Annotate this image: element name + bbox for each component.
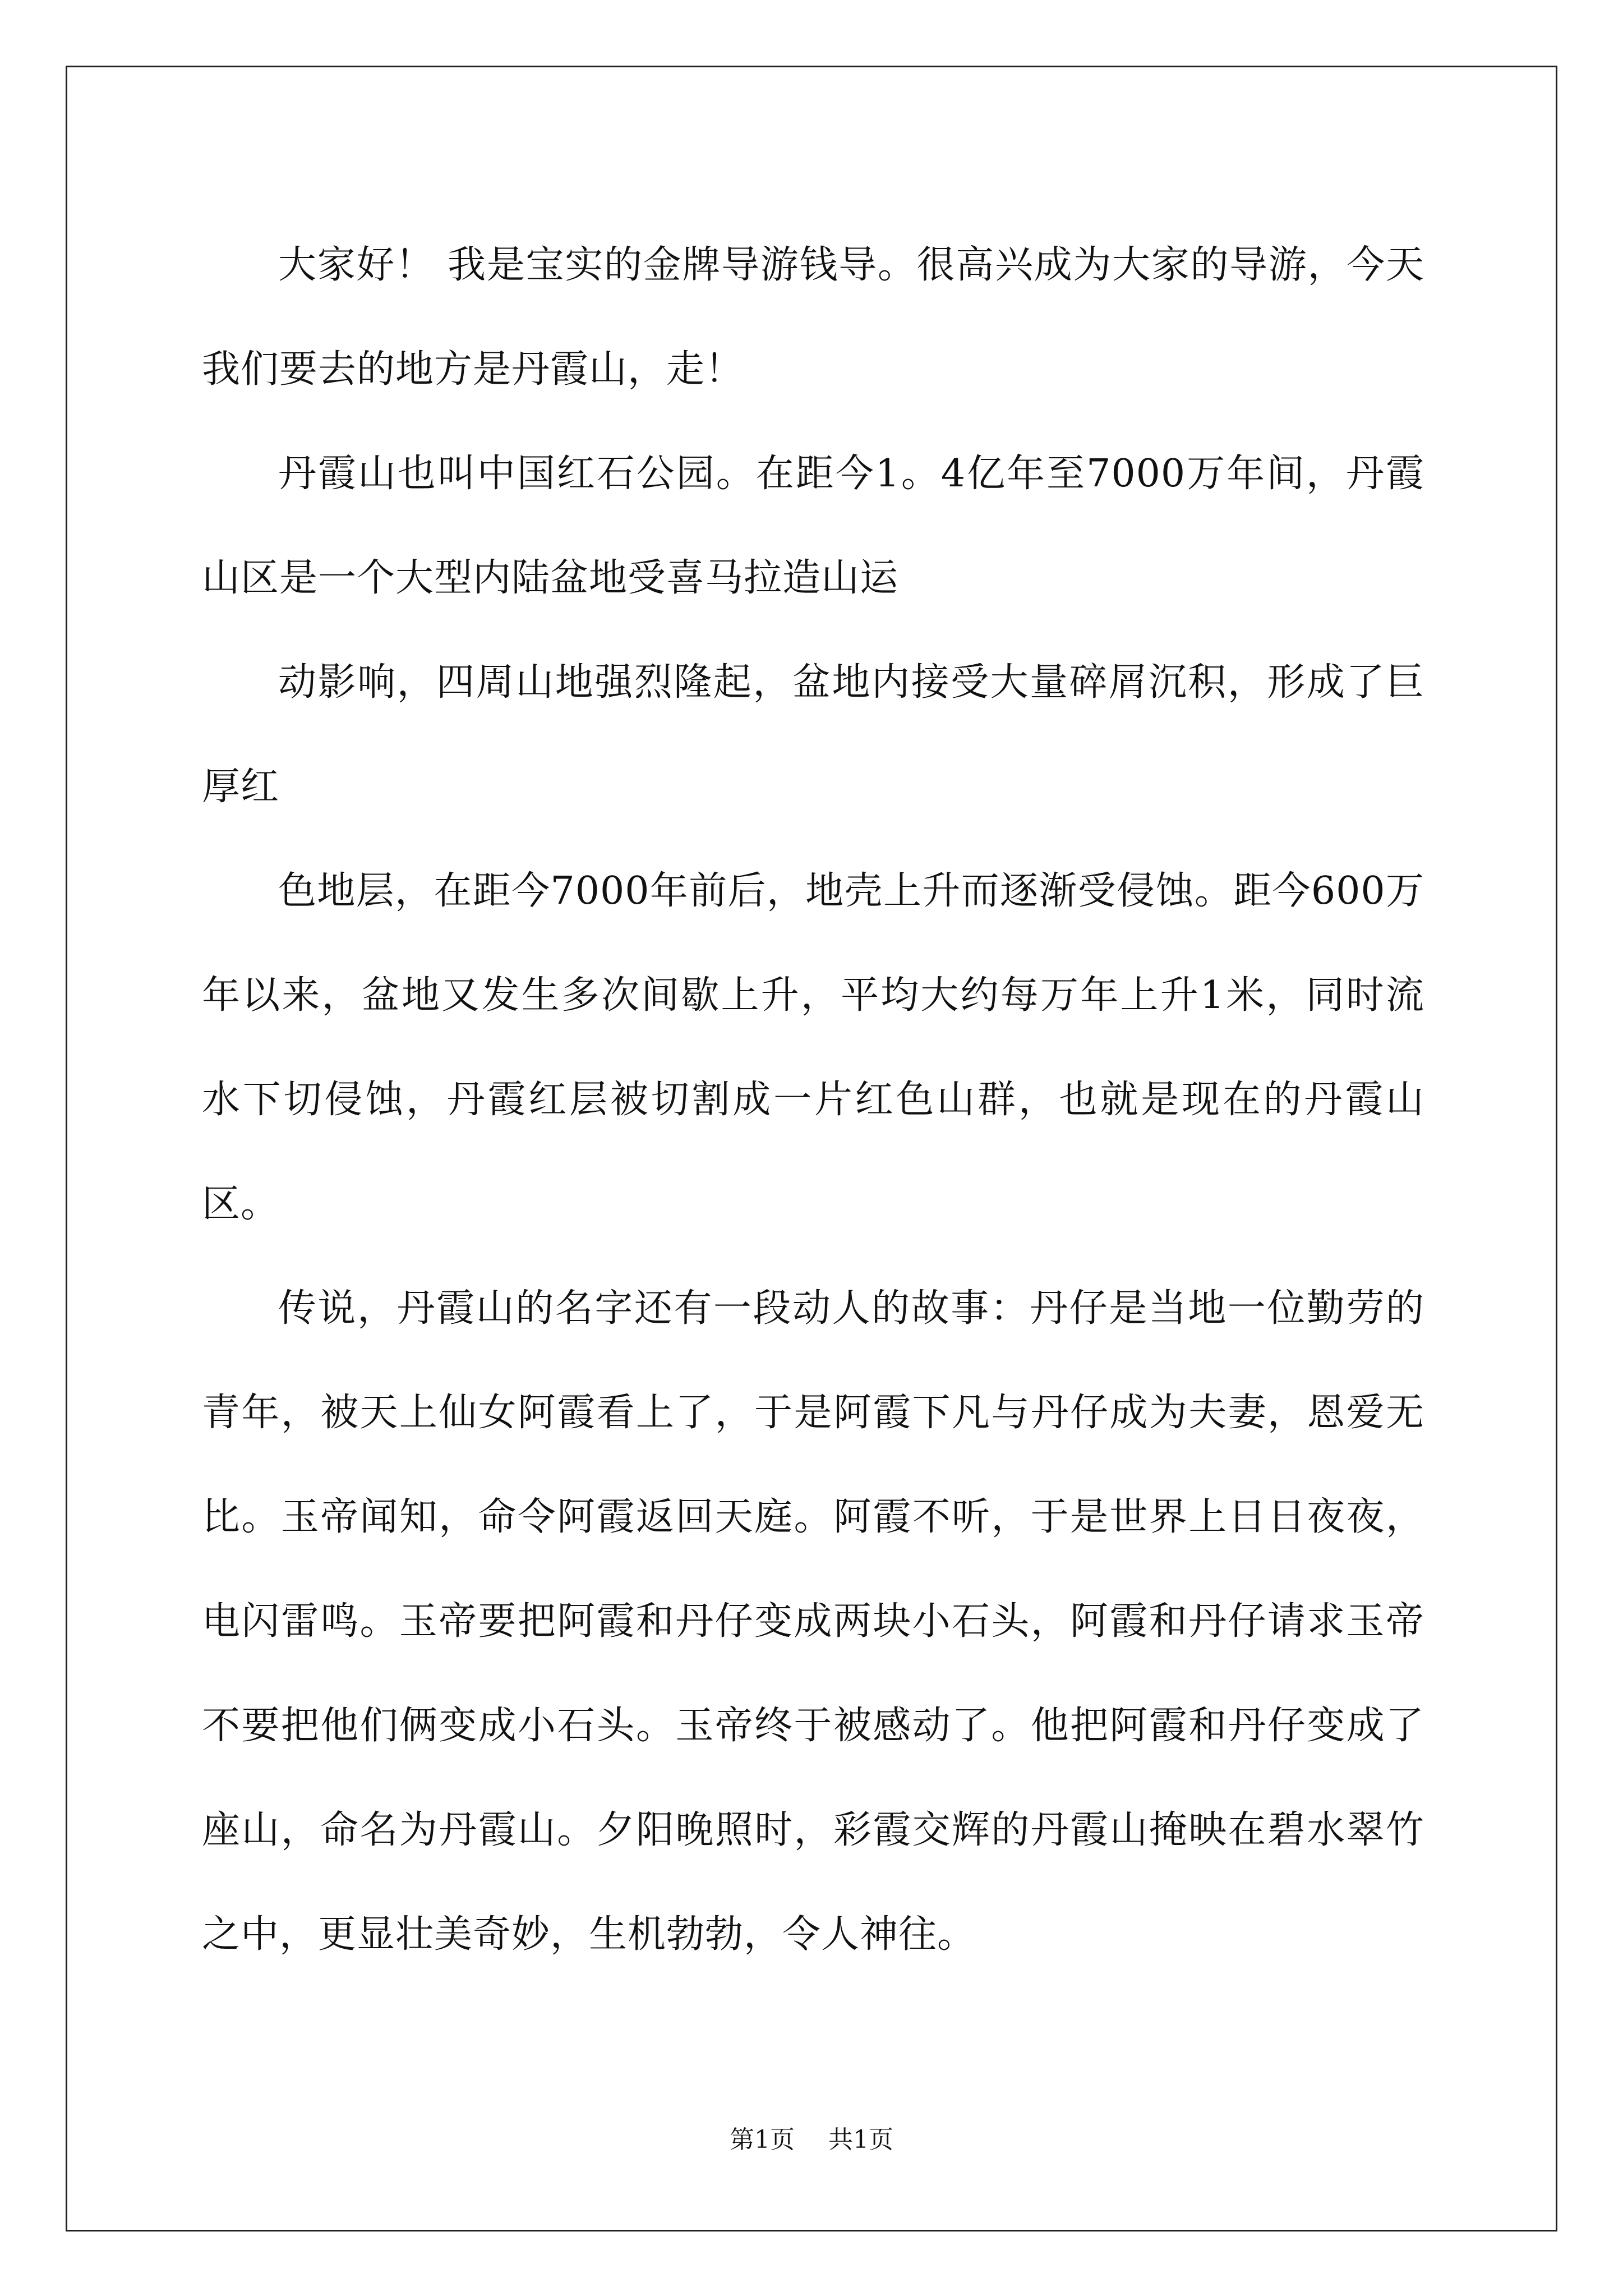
page-number: 第1页: [730, 2125, 795, 2154]
paragraph-geology-erosion: 色地层，在距今7000年前后，地壳上升而逐渐受侵蚀。距今600万年以来，盆地又发生多次间歇上升，平均大约每万年上升1米，同时流水下切侵蚀，丹霞红层被切割成一片红色山群，也就是现在的丹霞山区。: [202, 869, 1424, 1226]
paragraph-legend: 传说，丹霞山的名字还有一段动人的故事：丹仔是当地一位勤劳的青年，被天上仙女阿霞看上了，于是阿霞下凡与丹仔成为夫妻，恩爱无比。玉帝闻知，命令阿霞返回天庭。阿霞不听，于是世界上日日夜夜，电闪雷鸣。玉帝要把阿霞和丹仔变成两块小石头，阿霞和丹仔请求玉帝不要把他们俩变成小石头。玉帝终于被感动了。他把阿霞和丹仔变成了座山，命名为丹霞山。夕阳晚照时，彩霞交辉的丹霞山掩映在碧水翠竹之中，更显壮美奇妙，生机勃勃，令人神往。: [202, 1286, 1424, 1957]
page-total: 共1页: [828, 2125, 893, 2154]
document-body: [202, 213, 1424, 1987]
paragraph-geology-uplift: 动影响，四周山地强烈隆起，盆地内接受大量碎屑沉积，形成了巨厚红: [202, 660, 1424, 809]
paragraph-greeting: 大家好！ 我是宝实的金牌导游钱导。很高兴成为大家的导游，今天我们要去的地方是丹霞山，走！: [202, 243, 1424, 392]
page-footer: [0, 2119, 1623, 2155]
paragraph-geology-intro: 丹霞山也叫中国红石公园。在距今1。4亿年至7000万年间，丹霞山区是一个大型内陆盆地受喜马拉造山运: [202, 452, 1424, 600]
